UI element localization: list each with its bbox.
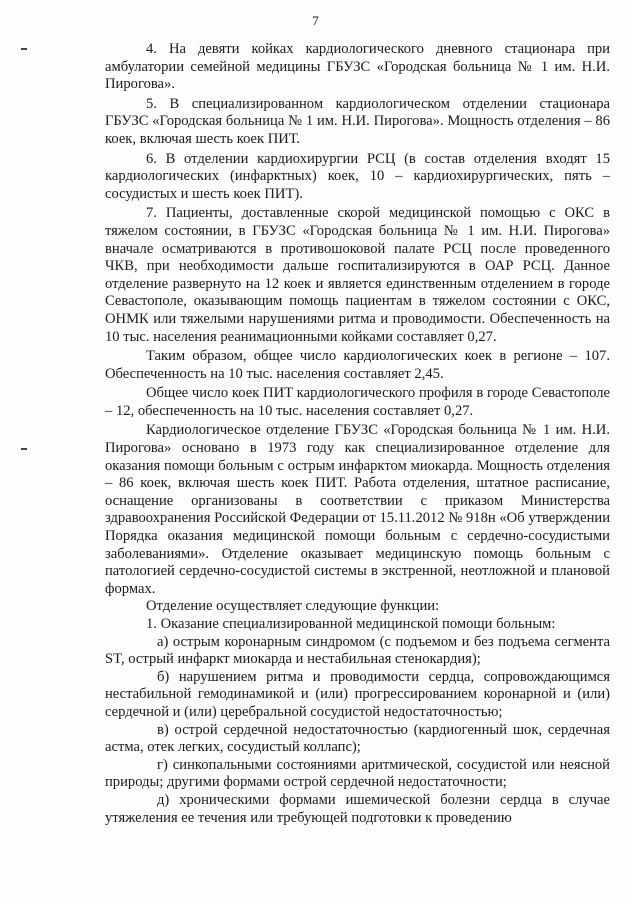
list-item-v: в) острой сердечной недостаточностью (кардиогенный шок, сердечная астма, отек легких, сосудистый коллапс); <box>105 721 610 756</box>
list-item-g: г) синкопальными состояниями аритмической, сосудистой или неясной природы; другими формами острой сердечной недостаточности; <box>105 756 610 791</box>
paragraph-functions-intro: Отделение осуществляет следующие функции: <box>146 598 440 615</box>
paragraph-department-description: Кардиологическое отделение ГБУЗС «Городская больница № 1 им. Н.И. Пирогова» основано в 1973 году как специализированное отделение для оказания помощи больным с острым инфарктом миокарда. Мощность отделения – 86 коек, включая шесть коек ПИТ. Работа отделения, штатное расписание, оснащение организованы в соответствии с приказом Министерства здравоохранения Российской Федерации от 15.11.2012 № 918н «Об утверждении Порядка оказания медицинской помощи больным с сердечно-сосудистыми заболеваниями». Отделение оказывает медицинскую помощь больным с патологией сердечно-сосудистой системы в экстренной, неотложной и плановой формах. <box>105 422 610 597</box>
margin-mark <box>21 48 27 50</box>
list-item-d: д) хроническими формами ишемической болезни сердца в случае утяжеления ее течения или требующей подготовки к проведению <box>105 791 610 826</box>
page-number: 7 <box>312 13 319 28</box>
paragraph-item-4: 4. На девяти койках кардиологического дневного стационара при амбулатории семейной медицины ГБУЗС «Городская больница № 1 им. Н.И. Пирогова». <box>105 41 610 93</box>
paragraph-item-6: 6. В отделении кардиохирургии РСЦ (в состав отделения входят 15 кардиологических (инфарктных) коек, 10 – кардиохирургических, пять – сосудистых и шесть коек ПИТ). <box>105 150 610 202</box>
document-body <box>105 41 610 827</box>
list-item-a: а) острым коронарным синдромом (с подъемом и без подъема сегмента ST, острый инфаркт миокарда и нестабильная стенокардия); <box>105 633 610 668</box>
paragraph-total-beds: Таким образом, общее число кардиологических коек в регионе – 107. Обеспеченность на 10 тыс. населения составляет 2,45. <box>105 348 610 382</box>
margin-mark <box>21 448 27 450</box>
paragraph-function-1: 1. Оказание специализированной медицинской помощи больным: <box>146 616 556 632</box>
paragraph-item-5: 5. В специализированном кардиологическом отделении стационара ГБУЗС «Городская больница № 1 им. Н.И. Пирогова». Мощность отделения – 86 коек, включая шесть коек ПИТ. <box>105 95 610 147</box>
paragraph-pit-beds: Общее число коек ПИТ кардиологического профиля в городе Севастополе – 12, обеспеченность на 10 тыс. населения составляет 0,27. <box>105 385 610 419</box>
paragraph-item-7: 7. Пациенты, доставленные скорой медицинской помощью с ОКС в тяжелом состоянии, в ГБУЗС «Городская больница № 1 им. Н.И. Пирогова» вначале осматриваются в противошоковой палате РСЦ после проведенного ЧКВ, при необходимости дальше госпитализируются в ОАР РСЦ. Данное отделение развернуто на 12 коек и является единственным отделением в городе Севастополе, оказывающим помощь пациентам в тяжелом состоянии с ОКС, ОНМК или тяжелыми нарушениями ритма и проводимости. Обеспеченность на 10 тыс. населения реанимационными койками составляет 0,27. <box>105 205 610 345</box>
list-item-b: б) нарушением ритма и проводимости сердца, сопровождающимся нестабильной гемодинамикой и (или) прогрессированием коронарной и (или) сердечной и (или) церебральной сосудистой недостаточностью; <box>105 668 610 720</box>
